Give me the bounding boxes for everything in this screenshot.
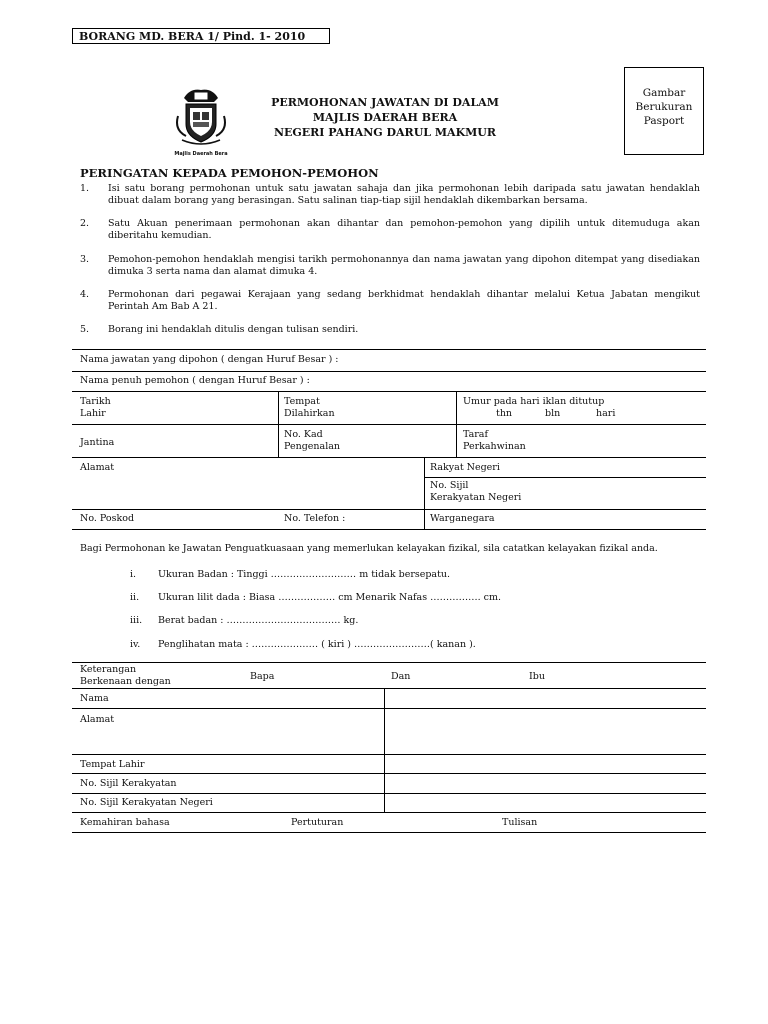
ic-number-label xyxy=(284,429,340,453)
physical-intro: Bagi Permohonan ke Jawatan Penguatkuasaan yang memerlukan kelayakan fizikal, sila catatkan kelayakan fizikal anda. xyxy=(80,543,658,554)
warning-text: Permohonan dari pegawai Kerajaan yang sedang berkhidmat hendaklah dihantar melalui Ketua Jabatan mengikut Perintah Am Bab A 21. xyxy=(108,289,700,312)
relation-line: Berkenaan dengan xyxy=(80,676,171,687)
title-line: NEGERI PAHANG DARUL MAKMUR xyxy=(273,126,497,139)
warning-text: Pemohon-pemohon hendaklah mengisi tarikh permohonannya dan nama jawatan yang dipohon ditempat yang disediakan dimuka 3 serta nama dan alamat dimuka 4. xyxy=(108,254,700,277)
warning-number: 5. xyxy=(80,324,90,335)
svg-text:Majlis Daerah Bera: Majlis Daerah Bera xyxy=(174,151,228,157)
telephone-label: No. Telefon : xyxy=(284,513,346,524)
relation-line: Keterangan xyxy=(80,664,137,675)
table-rule xyxy=(72,457,706,458)
photo-box-line: Pasport xyxy=(643,115,685,127)
table-rule xyxy=(278,391,279,457)
table-rule xyxy=(384,688,385,812)
ic-number-line: Pengenalan xyxy=(284,441,341,452)
physical-item-text: Ukuran lilit dada : Biasa ……………… cm Menarik Nafas ……………. cm. xyxy=(158,592,501,603)
photo-box-line: Berukuran xyxy=(635,101,693,113)
table-rule xyxy=(72,509,706,510)
age-months-label: bln xyxy=(545,408,561,419)
language-skill-label: Kemahiran bahasa xyxy=(80,817,170,828)
title-line: MAJLIS DAERAH BERA xyxy=(312,111,458,124)
relation-label xyxy=(80,664,171,688)
warning-item xyxy=(80,254,700,278)
father-header: Bapa xyxy=(250,671,275,682)
age-label: Umur pada hari iklan ditutup xyxy=(463,396,605,407)
date-of-birth-line: Lahir xyxy=(80,408,106,419)
place-of-birth-line: Tempat xyxy=(284,396,320,407)
age-years-label: thn xyxy=(496,408,513,419)
physical-item-text: Ukuran Badan : Tinggi ……………………… m tidak bersepatu. xyxy=(158,569,451,580)
state-citizenship-cert-line: No. Sijil xyxy=(430,480,469,491)
table-rule xyxy=(456,391,457,457)
physical-item-number: ii. xyxy=(130,592,140,603)
marital-status-line: Perkahwinan xyxy=(463,441,526,452)
warning-number: 4. xyxy=(80,289,90,300)
parent-state-citizenship-cert-label: No. Sijil Kerakyatan Negeri xyxy=(80,797,213,808)
council-crest-icon xyxy=(172,86,230,158)
physical-item-text: Penglihatan mata : ………………… ( kiri ) ……………………( kanan ). xyxy=(158,639,476,650)
warning-item xyxy=(80,218,700,242)
warning-text: Borang ini hendaklah ditulis dengan tulisan sendiri. xyxy=(108,324,359,335)
date-of-birth-label xyxy=(80,396,111,420)
ic-number-line: No. Kad xyxy=(284,429,323,440)
warning-item xyxy=(80,183,700,207)
parent-birthplace-label: Tempat Lahir xyxy=(80,759,145,770)
table-rule xyxy=(72,349,706,350)
marital-status-label xyxy=(463,429,526,453)
state-citizenship-cert-label xyxy=(430,480,521,504)
warning-heading: PERINGATAN KEPADA PEMOHON-PEMOHON xyxy=(80,166,379,180)
table-rule xyxy=(72,529,706,530)
speaking-label: Pertuturan xyxy=(291,817,344,828)
warning-text: Isi satu borang permohonan untuk satu jawatan sahaja dan jika permohonan lebih daripada satu jawatan hendaklah dibuat dalam borang yang berasingan. Satu salinan tiap-tiap sijil hendaklah dikembarkan bersama. xyxy=(108,183,700,206)
age-days-label: hari xyxy=(596,408,616,419)
gender-label: Jantina xyxy=(80,437,115,448)
and-header: Dan xyxy=(391,671,411,682)
physical-item-number: iii. xyxy=(130,615,143,626)
address-label: Alamat xyxy=(80,462,115,473)
table-rule xyxy=(72,773,706,774)
state-citizenship-cert-line: Kerakyatan Negeri xyxy=(430,492,522,503)
marital-status-line: Taraf xyxy=(463,429,488,440)
table-rule xyxy=(72,812,706,813)
title-line: PERMOHONAN JAWATAN DI DALAM xyxy=(271,96,499,109)
position-applied-label: Nama jawatan yang dipohon ( dengan Huruf Besar ) : xyxy=(80,354,339,365)
parent-citizenship-cert-label: No. Sijil Kerakyatan xyxy=(80,778,177,789)
table-rule xyxy=(72,793,706,794)
warning-number: 1. xyxy=(80,183,90,194)
table-rule xyxy=(72,832,706,833)
table-rule xyxy=(72,708,706,709)
form-code: BORANG MD. BERA 1/ Pind. 1- 2010 xyxy=(72,28,330,44)
form-title xyxy=(240,95,530,140)
postcode-label: No. Poskod xyxy=(80,513,135,524)
state-citizen-label: Rakyat Negeri xyxy=(430,462,500,473)
physical-item-number: i. xyxy=(130,569,137,580)
warning-item xyxy=(80,289,700,313)
photo-box-line: Gambar xyxy=(642,87,686,99)
warning-number: 2. xyxy=(80,218,90,229)
parent-name-label: Nama xyxy=(80,693,109,704)
table-rule xyxy=(72,424,706,425)
warning-item xyxy=(80,324,700,336)
parent-address-label: Alamat xyxy=(80,714,115,725)
warning-text: Satu Akuan penerimaan permohonan akan dihantar dan pemohon-pemohon yang dipilih untuk ditemuduga akan diberitahu kemudian. xyxy=(108,218,700,241)
nationality-label: Warganegara xyxy=(430,513,495,524)
table-rule xyxy=(72,391,706,392)
date-of-birth-line: Tarikh xyxy=(80,396,111,407)
table-rule xyxy=(424,477,706,478)
warning-number: 3. xyxy=(80,254,90,265)
place-of-birth-line: Dilahirkan xyxy=(284,408,335,419)
writing-label: Tulisan xyxy=(502,817,538,828)
place-of-birth-label xyxy=(284,396,335,420)
table-rule xyxy=(72,688,706,689)
table-rule xyxy=(72,371,706,372)
physical-item-text: Berat badan : ……………………………… kg. xyxy=(158,615,359,626)
full-name-label: Nama penuh pemohon ( dengan Huruf Besar ) : xyxy=(80,375,310,386)
table-rule xyxy=(72,662,706,663)
physical-item-number: iv. xyxy=(130,639,141,650)
table-rule xyxy=(72,754,706,755)
table-rule xyxy=(424,457,425,529)
mother-header: Ibu xyxy=(529,671,545,682)
passport-photo-box xyxy=(624,67,704,155)
council-logo xyxy=(172,86,230,158)
